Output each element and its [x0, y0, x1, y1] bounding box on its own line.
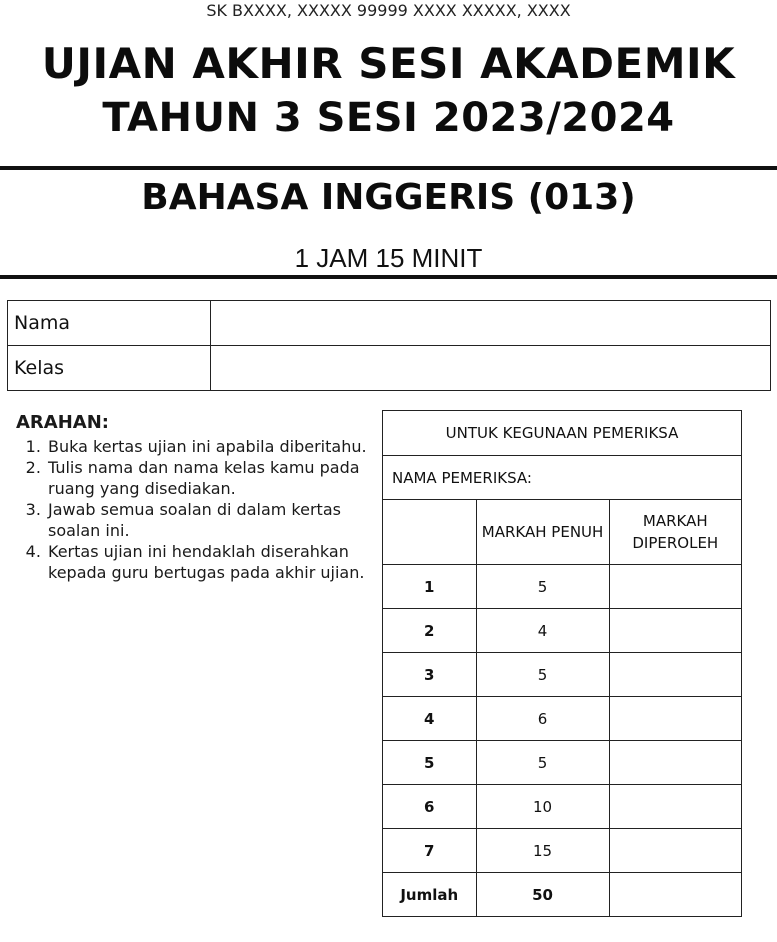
obtained-marks-header: MARKAH DIPEROLEH: [609, 500, 741, 565]
table-row: [383, 741, 742, 785]
obtained-marks-cell[interactable]: [609, 785, 741, 829]
examiner-row: [383, 456, 742, 500]
instruction-item: 2. Tulis nama dan nama kelas kamu pada ruang yang disediakan.: [46, 457, 371, 499]
student-info-table: [7, 300, 771, 391]
table-row: [383, 785, 742, 829]
question-column-header: [383, 500, 477, 565]
instructions: [16, 412, 371, 583]
obtained-marks-cell[interactable]: [609, 565, 741, 609]
full-marks-cell: 10: [476, 785, 609, 829]
instruction-item: 3. Jawab semua soalan di dalam kertas soalan ini.: [46, 499, 371, 541]
student-class-row: [8, 346, 771, 391]
table-row: [383, 565, 742, 609]
full-marks-cell: 5: [476, 741, 609, 785]
question-number: 4: [383, 697, 477, 741]
obtained-marks-cell[interactable]: [609, 697, 741, 741]
obtained-marks-cell[interactable]: [609, 829, 741, 873]
student-name-row: [8, 301, 771, 346]
table-row: [383, 697, 742, 741]
full-marks-cell: 5: [476, 653, 609, 697]
divider-top: [0, 166, 777, 170]
full-marks-cell: 5: [476, 565, 609, 609]
marks-table-title: UNTUK KEGUNAAN PEMERIKSA: [383, 411, 742, 456]
school-address: SK BXXXX, XXXXX 99999 XXXX XXXXX, XXXX: [206, 1, 571, 20]
marks-column-header-row: [383, 500, 742, 565]
marks-table-title-row: [383, 411, 742, 456]
question-number: 1: [383, 565, 477, 609]
obtained-marks-cell[interactable]: [609, 741, 741, 785]
exam-title: UJIAN AKHIR SESI AKADEMIK: [41, 39, 736, 88]
total-full-marks: 50: [476, 873, 609, 917]
obtained-marks-cell[interactable]: [609, 653, 741, 697]
subject-title: BAHASA INGGERIS (013): [141, 177, 636, 218]
table-row: [383, 653, 742, 697]
full-marks-cell: 15: [476, 829, 609, 873]
instruction-item: 1. Buka kertas ujian ini apabila diberitahu.: [46, 436, 371, 457]
question-number: 7: [383, 829, 477, 873]
name-label: Nama: [8, 301, 211, 346]
exam-duration: 1 JAM 15 MINIT: [294, 243, 483, 273]
class-field[interactable]: [211, 346, 771, 391]
class-label: Kelas: [8, 346, 211, 391]
marks-table: [382, 410, 742, 917]
total-row: [383, 873, 742, 917]
total-obtained-marks[interactable]: [609, 873, 741, 917]
table-row: [383, 609, 742, 653]
question-number: 3: [383, 653, 477, 697]
full-marks-cell: 4: [476, 609, 609, 653]
question-number: 6: [383, 785, 477, 829]
table-row: [383, 829, 742, 873]
total-label: Jumlah: [383, 873, 477, 917]
divider-bottom: [0, 275, 777, 279]
full-marks-header: MARKAH PENUH: [476, 500, 609, 565]
question-number: 5: [383, 741, 477, 785]
instruction-item: 4. Kertas ujian ini hendaklah diserahkan kepada guru bertugas pada akhir ujian.: [46, 541, 371, 583]
instructions-list: [16, 436, 371, 583]
exam-year: TAHUN 3 SESI 2023/2024: [102, 95, 675, 141]
instructions-heading: ARAHAN:: [16, 412, 109, 433]
question-number: 2: [383, 609, 477, 653]
obtained-marks-cell[interactable]: [609, 609, 741, 653]
full-marks-cell: 6: [476, 697, 609, 741]
examiner-label[interactable]: NAMA PEMERIKSA:: [383, 456, 742, 500]
name-field[interactable]: [211, 301, 771, 346]
